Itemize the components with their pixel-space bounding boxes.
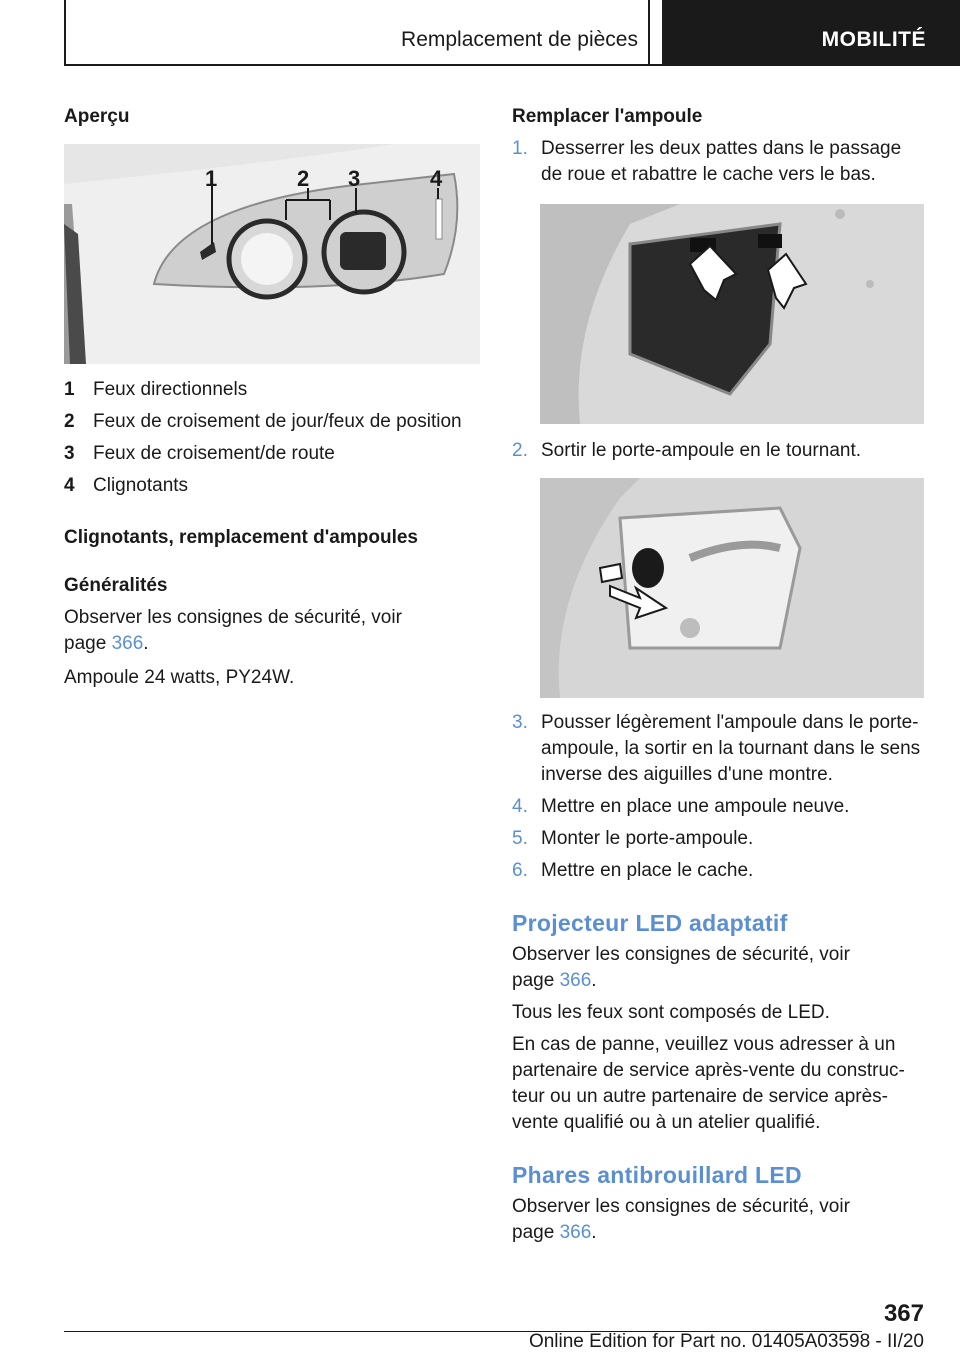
right-column <box>512 104 924 1246</box>
fog-text-line1: Observer les consignes de sécurité, voir <box>512 1196 850 1217</box>
step-item <box>512 826 924 852</box>
general-text-page: page <box>64 633 107 654</box>
led-text-page: page <box>512 970 555 991</box>
header-chapter-tab[interactable]: MOBILITÉ <box>662 0 960 66</box>
step-number: 4. <box>512 796 528 817</box>
callout-1: 1 <box>205 166 218 191</box>
led-text-line1: Observer les consignes de sécurité, voir <box>512 944 850 965</box>
legend-item <box>64 377 480 409</box>
step-text: Pousser légèrement l'ampoule dans le porte-ampoule, la sortir en la tournant dans le sens inverse des aiguilles d'une montre. <box>541 712 921 785</box>
led-failure-text: En cas de panne, veuillez vous adresser à un partenaire de service après-vente du construc-teur ou un autre partenaire de service après-vente qualifié ou à un atelier qualifié. <box>512 1034 905 1133</box>
step-text: Mettre en place une ampoule neuve. <box>541 796 850 817</box>
step-number: 2. <box>512 440 528 461</box>
adaptive-led-heading: Projecteur LED adaptatif <box>512 910 788 936</box>
led-all-lights: Tous les feux sont composés de LED. <box>512 1002 830 1023</box>
legend-num: 3 <box>64 443 75 464</box>
legend-item <box>64 473 480 505</box>
fog-text-end: . <box>591 1222 597 1243</box>
fog-safety-text <box>512 1194 924 1246</box>
page-link-366[interactable]: 366 <box>559 1222 592 1243</box>
replace-bulb-heading: Remplacer l'ampoule <box>512 106 703 127</box>
step-number: 6. <box>512 860 528 881</box>
page-link-366[interactable]: 366 <box>111 633 144 654</box>
led-text-end: . <box>591 970 597 991</box>
callout-2: 2 <box>297 166 310 191</box>
step-item <box>512 136 924 188</box>
headlight-figure <box>64 144 480 364</box>
step-number: 3. <box>512 712 528 733</box>
legend-num: 2 <box>64 411 75 432</box>
step-list-3 <box>512 710 924 884</box>
bulb-holder-figure <box>540 478 924 698</box>
legend-text: Feux de croisement de jour/feux de position <box>93 411 462 432</box>
indicators-heading: Clignotants, remplacement d'ampoules <box>64 527 418 548</box>
figure-legend <box>64 377 480 505</box>
holder-illustration <box>540 478 924 698</box>
legend-item <box>64 441 480 473</box>
legend-item <box>64 409 480 441</box>
page-link-366[interactable]: 366 <box>559 970 592 991</box>
header-section-title: Remplacement de pièces <box>401 28 638 51</box>
bulb-spec: Ampoule 24 watts, PY24W. <box>64 667 295 688</box>
legend-text: Feux directionnels <box>93 379 248 400</box>
step-item <box>512 794 924 820</box>
edition-line: Online Edition for Part no. 01405A03598 - II/20 <box>528 1331 924 1352</box>
legend-text: Feux de croisement/de route <box>93 443 335 464</box>
legend-text: Clignotants <box>93 475 189 496</box>
step-list-2 <box>512 438 924 464</box>
general-text-line1: Observer les consignes de sécurité, voir <box>64 607 402 628</box>
callout-3: 3 <box>348 166 361 191</box>
step-list-1 <box>512 136 924 188</box>
step-item <box>512 858 924 884</box>
step-item <box>512 438 924 464</box>
wheel-arch-cover-figure <box>540 204 924 424</box>
fog-text-page: page <box>512 1222 555 1243</box>
step-item <box>512 710 924 788</box>
general-heading: Généralités <box>64 575 168 596</box>
step-text: Desserrer les deux pattes dans le passage de roue et rabattre le cache vers le bas. <box>541 138 902 185</box>
legend-num: 1 <box>64 379 75 400</box>
general-text-end: . <box>143 633 149 654</box>
step-text: Mettre en place le cache. <box>541 860 754 881</box>
left-column <box>64 104 480 691</box>
general-text <box>64 605 480 657</box>
headlight-illustration <box>64 144 480 364</box>
step-number: 1. <box>512 138 528 159</box>
led-safety-text <box>512 942 924 994</box>
legend-num: 4 <box>64 475 75 496</box>
step-text: Sortir le porte-ampoule en le tournant. <box>541 440 862 461</box>
step-text: Monter le porte-ampoule. <box>541 828 754 849</box>
fog-lights-heading: Phares antibrouillard LED <box>512 1162 802 1188</box>
step-number: 5. <box>512 828 528 849</box>
page-number: 367 <box>883 1300 924 1327</box>
callout-4: 4 <box>430 166 443 191</box>
overview-heading: Aperçu <box>64 106 130 127</box>
cover-illustration <box>540 204 924 424</box>
